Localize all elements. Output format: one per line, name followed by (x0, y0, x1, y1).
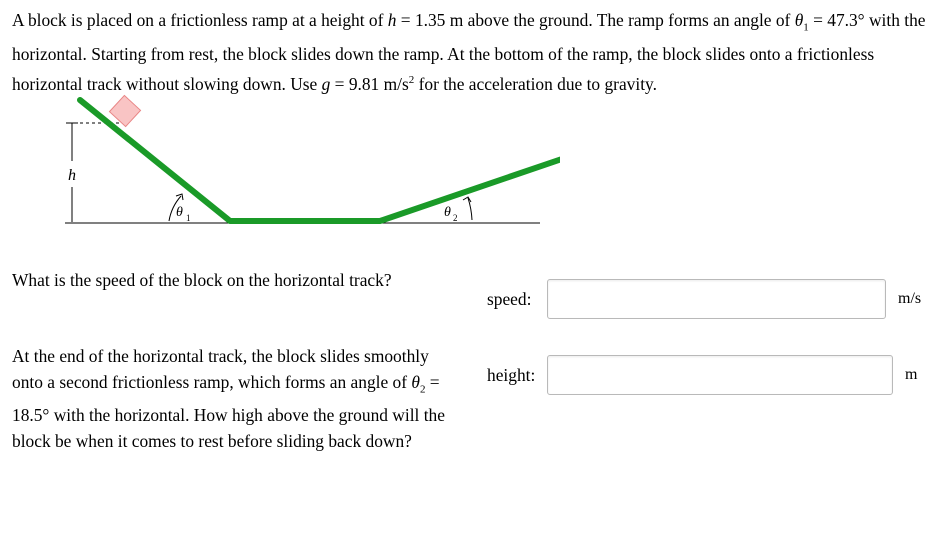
height-label: h (68, 167, 76, 184)
theta1-subscript: 1 (186, 213, 191, 223)
speed-answer-row (487, 279, 921, 319)
question-2 (12, 343, 462, 454)
question-1: What is the speed of the block on the horizontal track? (12, 270, 392, 290)
theta2-label: θ (444, 205, 451, 220)
speed-label: speed: (487, 288, 532, 309)
height-unit: m (905, 366, 918, 383)
question-2-text-part: = 18.5° with the horizontal. How high above the ground will the block be when it comes to rest before sliding back down? (12, 372, 445, 452)
theta1-label: θ (176, 205, 183, 220)
theta1-symbol: θ (794, 10, 804, 30)
theta2-arrowhead (463, 197, 471, 202)
h-symbol: h (387, 10, 397, 30)
speed-input[interactable] (547, 279, 886, 319)
problem-text-part: = 9.81 m/s (330, 74, 409, 95)
ramp-diagram (0, 90, 560, 240)
height-input[interactable] (547, 355, 893, 395)
problem-text-part: for the acceleration due to gravity. (414, 74, 657, 95)
speed-unit: m/s (898, 290, 922, 307)
problem-text-part: A block is placed on a frictionless ramp at a height of (12, 10, 388, 30)
block (109, 95, 140, 126)
theta1-subscript: 1 (803, 21, 809, 34)
problem-text-part: = 1.35 m above the ground. The ramp forms an angle of (396, 10, 795, 30)
height-label: height: (487, 364, 536, 385)
g-symbol: g (321, 74, 331, 95)
height-answer-row (487, 355, 917, 395)
problem-statement (12, 7, 932, 98)
exponent: 2 (408, 74, 415, 87)
theta2-symbol: θ (411, 372, 420, 392)
theta2-subscript: 2 (419, 383, 426, 396)
ramp-track (80, 100, 560, 221)
problem-text-part: = 47.3° with the horizontal. Starting from rest, the block slides down the ramp. At the bottom of the ramp, the block slides onto a frictionless horizontal track without slowing down. Use (12, 10, 926, 95)
question-2-text-part: At the end of the horizontal track, the block slides smoothly onto a second frictionless ramp, which forms an angle of (12, 346, 429, 392)
theta2-subscript: 2 (453, 213, 458, 223)
